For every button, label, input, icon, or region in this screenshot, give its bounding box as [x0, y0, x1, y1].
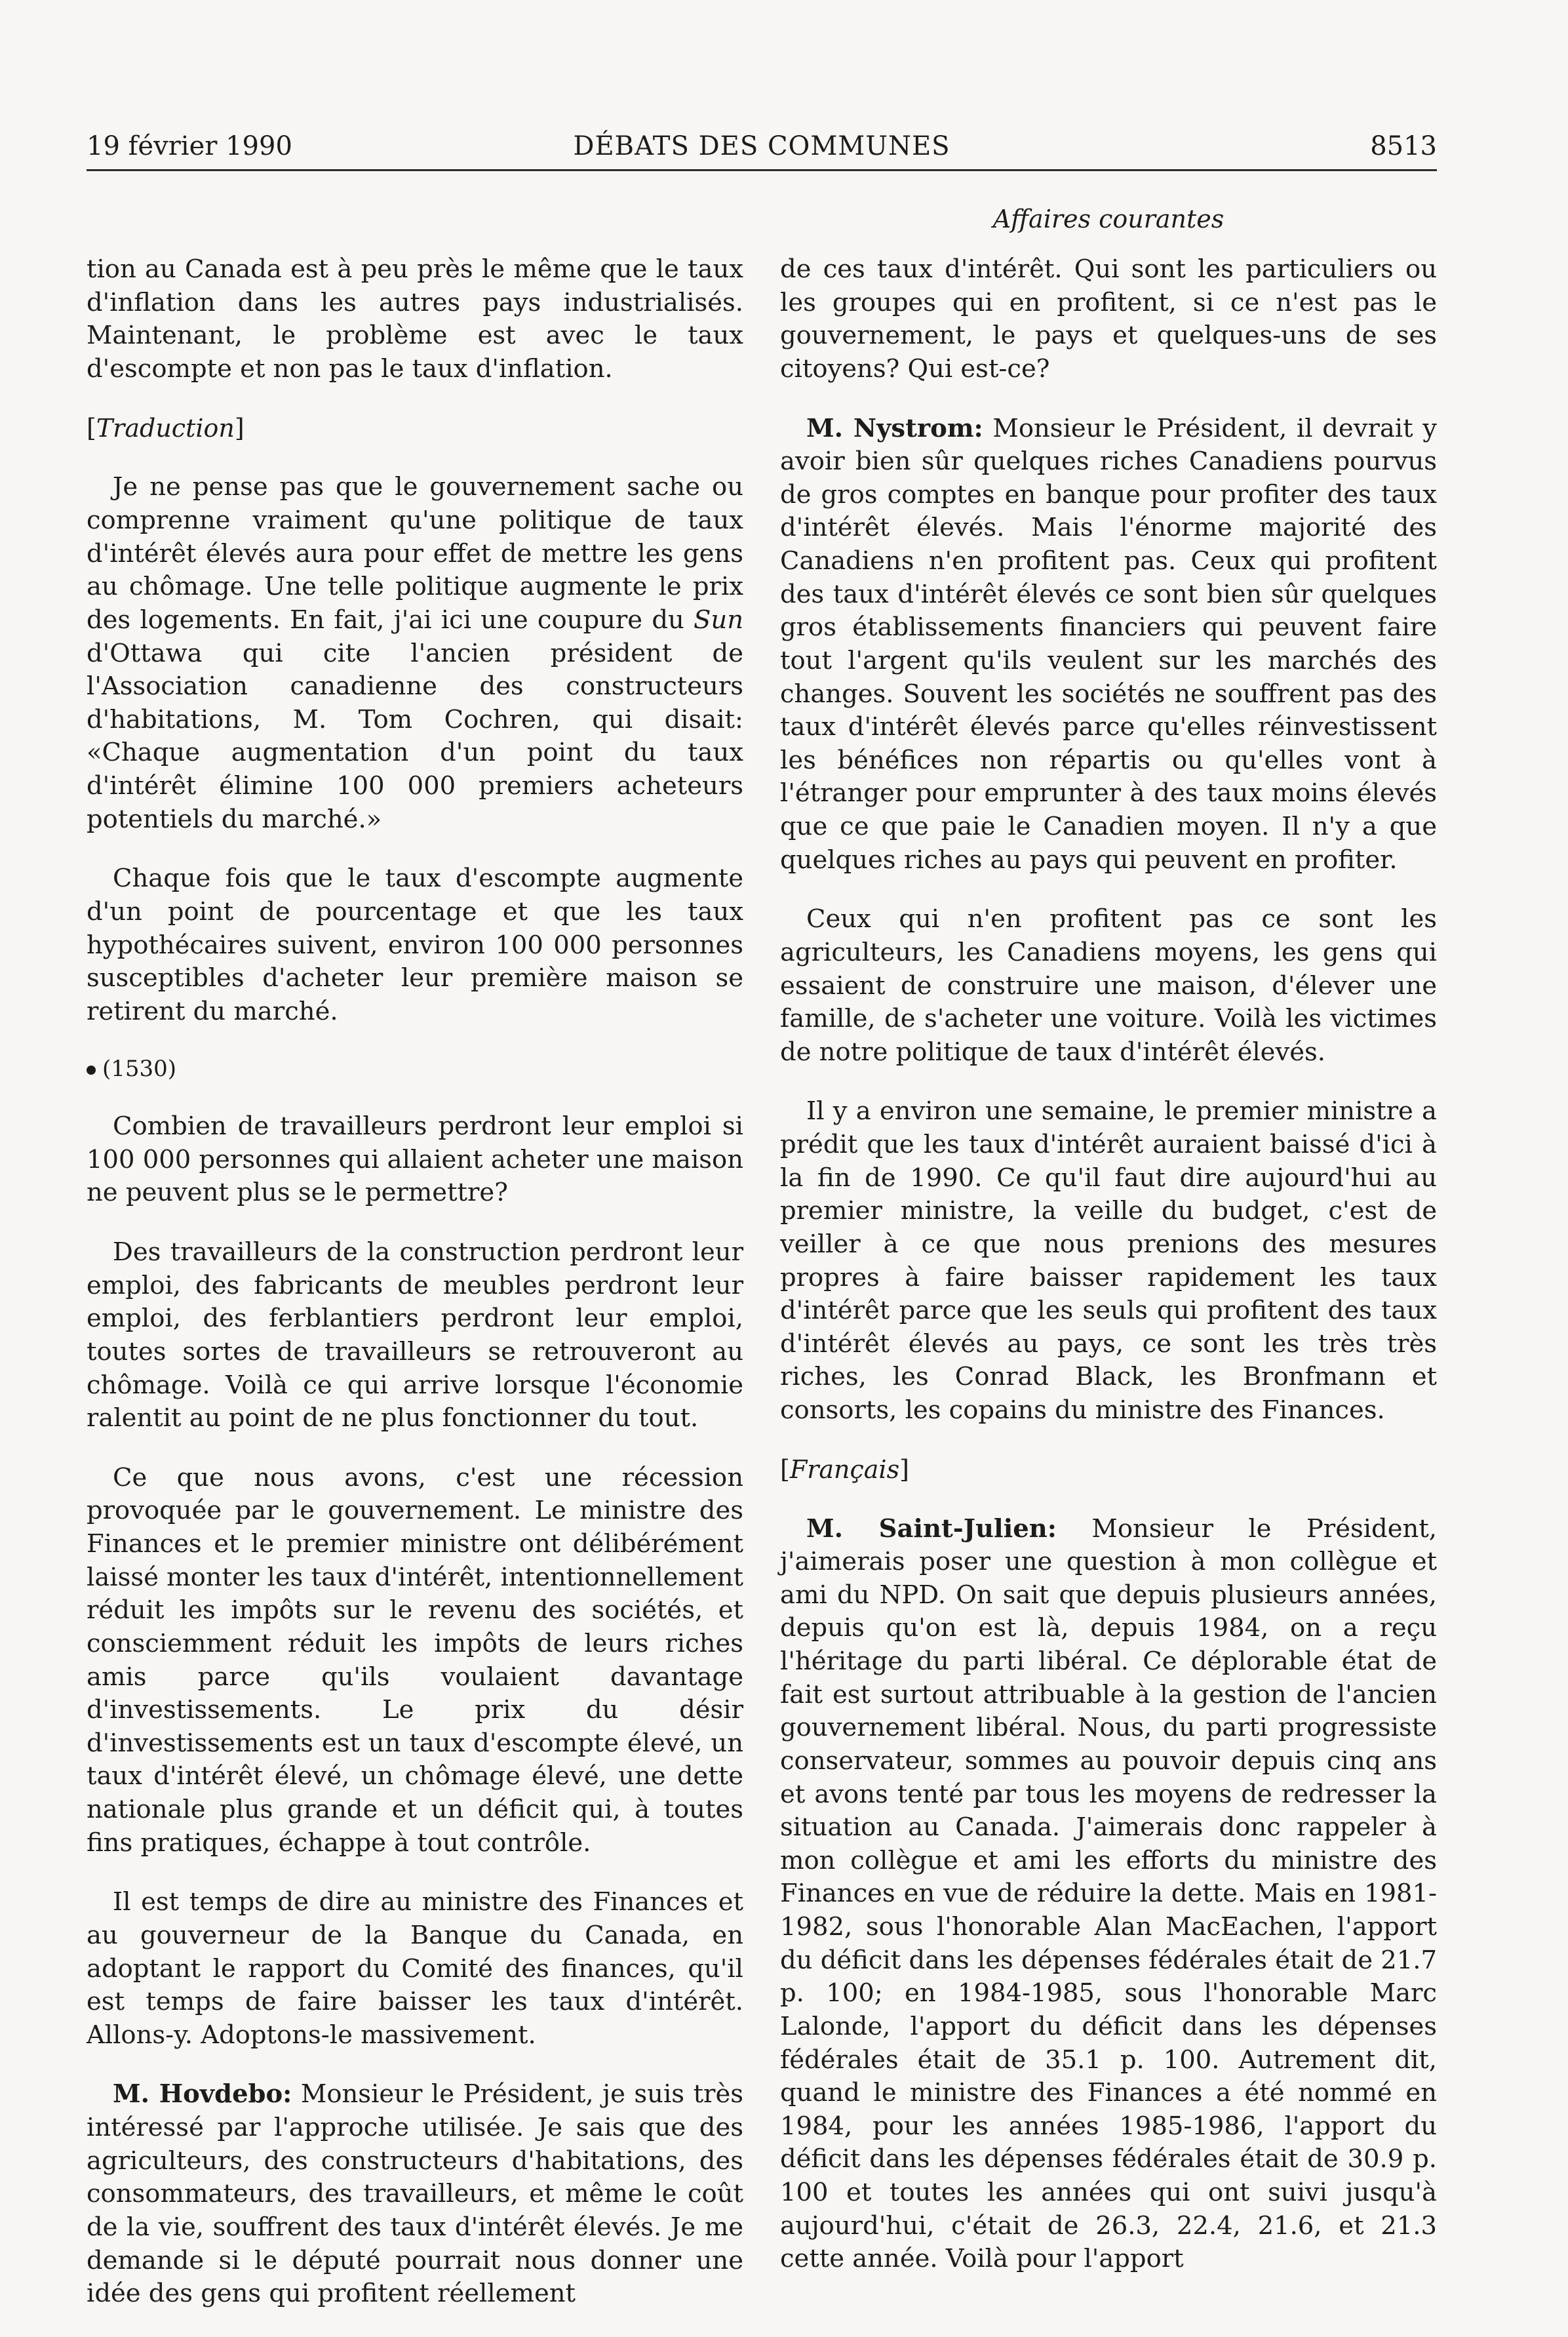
paragraph — [87, 2078, 743, 2310]
paragraph-text: Monsieur le Président, je suis très intéressé par l'approche utilisée. Je sais que des agriculteurs, des constructeurs d'habitations, des consommateurs, des travailleurs, et même le coût de la vie, souffrent des taux d'intérêt élevés. Je me demande si le député pourrait nous donner une idée des gens qui profitent réellement — [87, 2079, 743, 2309]
paragraph: Chaque fois que le taux d'escompte augmente d'un point de pourcentage et que les taux hypothécaires suivent, environ 100 000 personnes susceptibles d'acheter leur première maison se retirent du marché. — [87, 864, 743, 1026]
paragraph: tion au Canada est à peu près le même que le taux d'inflation dans les autres pays industrialisés. Maintenant, le problème est avec le taux d'escompte et non pas le taux d'inflation. — [87, 254, 743, 384]
header-page-number: 8513 — [1370, 131, 1437, 161]
header-rule — [87, 169, 1437, 171]
left-column — [87, 253, 743, 2337]
bullet-icon — [87, 1066, 96, 1075]
paragraph-text: Je ne pense pas que le gouvernement sache ou comprenne vraiment qu'une politique de taux d'intérêt élevés aura pour effet de mettre les gens au chômage. Une telle politique augmente le prix des logements. En fait, j'ai ici une coupure du — [87, 472, 743, 635]
paragraph: Il y a environ une semaine, le premier ministre a prédit que les taux d'intérêt auraient baissé d'ici à la fin de 1990. Ce qu'il faut dire aujourd'hui au premier ministre, la veille du budget, c'est de veiller à ce que nous prenions des mesures propres à faire baisser rapidement les taux d'intérêt parce que les seuls qui profitent des taux d'intérêt élevés au pays, ce sont les très très riches, les Conrad Black, les Bronfmann et consorts, les copains du ministre des Finances. — [780, 1096, 1437, 1425]
section-heading: Affaires courantes — [992, 205, 1225, 233]
paragraph: Il est temps de dire au ministre des Finances et au gouverneur de la Banque du Canada, en adoptant le rapport du Comité des finances, qu'il est temps de faire baisser les taux d'intérêt. Allons-y. Adoptons-le massivement. — [87, 1887, 743, 2050]
header-date: 19 février 1990 — [87, 131, 292, 161]
language-tag-label: Traduction — [96, 413, 235, 443]
paragraph — [87, 471, 743, 836]
paragraph: Ce que nous avons, c'est une récession provoquée par le gouvernement. Le ministre des Finances et le premier ministre ont délibérément laissé monter les taux d'intérêt, intentionnellement réduit les impôts sur le revenu des sociétés, et consciemment réduit les impôts de leurs riches amis parce qu'ils voulaient davantage d'investissements. Le prix du désir d'investissements est un taux d'escompte élevé, un taux d'intérêt élevé, un chômage élevé, une dette nationale plus grande et un déficit qui, à toutes fins pratiques, échappe à tout contrôle. — [87, 1462, 743, 1858]
header-title: DÉBATS DES COMMUNES — [573, 131, 951, 161]
speaker-name: M. Nystrom: — [806, 413, 983, 443]
paragraph: Combien de travailleurs perdront leur emploi si 100 000 personnes qui allaient acheter une maison ne peuvent plus se le permettre? — [87, 1111, 743, 1208]
speaker-name: M. Saint-Julien: — [806, 1513, 1057, 1544]
paragraph-text: Monsieur le Président, il devrait y avoir bien sûr quelques riches Canadiens pourvus de gros comptes en banque pour profiter des taux d'intérêt élevés. Mais l'énorme majorité des Canadiens n'en profitent pas. Ceux qui profitent des taux d'intérêt élevés ce sont bien sûr quelques gros établissements financiers qui peuvent faire tout l'argent qu'ils veulent sur les marchés des changes. Souvent les sociétés ne souffrent pas des taux d'intérêt élevés parce qu'elles réinvestissent les bénéfices non répartis ou qu'elles vont à l'étranger pour emprunter à des taux moins élevés que ce que paie le Canadien moyen. Il n'y a que quelques riches au pays qui peuvent en profiter. — [780, 413, 1437, 875]
speaker-name: M. Hovdebo: — [113, 2079, 292, 2109]
time-marker-label: (1530) — [102, 1056, 177, 1083]
paragraph-text: d'Ottawa qui cite l'ancien président de l'Association canadienne des constructeurs d'habitations, M. Tom Cochren, qui disait: «Chaque augmentation d'un point du taux d'intérêt élimine 100 000 premiers acheteurs potentiels du marché.» — [87, 638, 743, 834]
paragraph: Des travailleurs de la construction perdront leur emploi, des fabricants de meubles perdront leur emploi, des ferblantiers perdront leur emploi, toutes sortes de travailleurs se retrouveront au chômage. Voilà ce qui arrive lorsque l'économie ralentit au point de ne plus fonctionner du tout. — [87, 1237, 743, 1433]
paragraph — [780, 412, 1437, 877]
language-tag: [Français] — [780, 1454, 909, 1484]
time-marker — [87, 1054, 743, 1084]
language-tag: [Traduction] — [87, 413, 245, 443]
paragraph — [780, 1513, 1437, 2276]
page-header — [87, 131, 1437, 164]
newspaper-name: Sun — [694, 605, 743, 635]
language-tag-label: Français — [789, 1454, 900, 1484]
right-column — [780, 253, 1437, 2302]
paragraph: Ceux qui n'en profitent pas ce sont les agriculteurs, les Canadiens moyens, les gens qui essaient de construire une maison, d'élever une famille, de s'acheter une voiture. Voilà les victimes de notre politique de taux d'intérêt élevés. — [780, 904, 1437, 1067]
paragraph: de ces taux d'intérêt. Qui sont les particuliers ou les groupes qui en profitent, si ce n'est pas le gouvernement, le pays et quelques-uns de ses citoyens? Qui est-ce? — [780, 254, 1437, 384]
paragraph-text: Monsieur le Président, j'aimerais poser une question à mon collègue et ami du NPD. On sait que depuis plusieurs années, depuis qu'on est là, depuis 1984, on a reçu l'héritage du parti libéral. Ce déplorable état de fait est surtout attribuable à la gestion de l'ancien gouvernement libéral. Nous, du parti progressiste conservateur, sommes au pouvoir depuis cinq ans et avons tenté par tous les moyens de redresser la situation au Canada. J'aimerais donc rappeler à mon collègue et ami les efforts du ministre des Finances en vue de réduire la dette. Mais en 1981-1982, sous l'honorable Alan MacEachen, l'apport du déficit dans les dépenses fédérales était de 21.7 p. 100; en 1984-1985, sous l'honorable Marc Lalonde, l'apport du déficit dans les dépenses fédérales était de 35.1 p. 100. Autrement dit, quand le ministre des Finances a été nommé en 1984, pour les années 1985-1986, l'apport du déficit dans les dépenses fédérales était de 30.9 p. 100 et toutes les années qui ont suivi jusqu'à aujourd'hui, c'était de 26.3, 22.4, 21.6, et 21.3 cette année. Voilà pour l'apport — [780, 1513, 1437, 2274]
